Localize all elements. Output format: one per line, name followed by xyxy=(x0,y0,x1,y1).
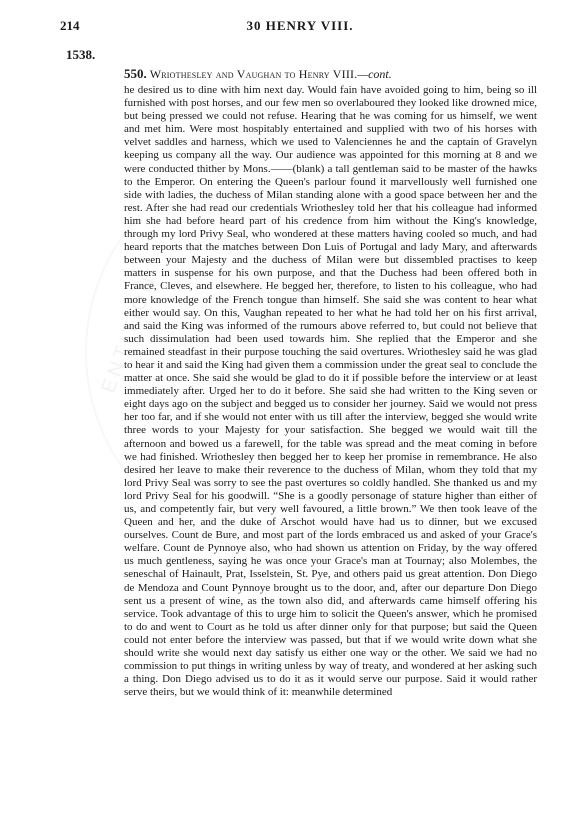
margin-year: 1538. xyxy=(66,47,96,62)
entry-continued: —cont. xyxy=(357,67,392,81)
running-head: 30 HENRY VIII. xyxy=(246,18,354,33)
entry-heading xyxy=(124,66,534,82)
body-paragraph: he desired us to dine with him next day. Would fain have avoided going to him, being so ill furnished with post horses, and our few men so overlaboured they looked like drowned mice, but being pressed we could not refuse. Hearing that he was coming for us himself, we went and met him. Were most hospitably entertained and supplied with two of his horses with velvet saddles and harness, which we used to Valenciennes he and the captain of Gravelyn keeping us company all the way. Our audience was appointed for this morning at 8 and we were conducted thither by Mons.——(blank) a tall gentleman said to be master of the hawks to the Emperor. On entering the Queen's parlour found it marvellously well furnished one side with ladies, the duchess of Milan standing alone with a good space between her and the rest. After she had read our credentials Wriothesley told her that his colleague had informed him she had before heard part of his credence from him without the King's knowledge, through my lord Privy Seal, who wondered at these matters having cooled so much, and had heard reports that the matches between Don Luis of Portugal and lady Mary, and afterwards between your Majesty and the duchess of Milan were but dissembled practises to keep matters in suspense for his own purpose, and that the Duchess had been offered both in France, Cleves, and elsewhere. He begged her, therefore, to listen to his colleague, who had more knowledge of the French tongue than himself. She said she was content to hear what either would say. On this, Vaughan repeated to her what he had told her on his first arrival, and said the King was informed of the rumours above referred to, but could not believe that such dissimulation had been used towards him. She replied that the Emperor and she remained steadfast in their purpose touching the said overtures. Wriothesley said he was glad to hear it and said the King had given them a commission under the great seal to conclude the matter at once. She said she would be glad to do it if possible before the interview or at least immediately after. Urged her to do it before. She said she had written to the King seven or eight days ago on the subject and begged us to consider her journey. Said we would not press her too far, and if she would not enter with us till after the interview, begged she would write three words to your Majesty for your satisfaction. She begged we would wait till the afternoon and bowed us a farewell, for the table was spread and the meat coming in before we had finished. Wriothesley then begged her to keep her promise in remembrance. He also desired her leave to make their reverence to the duchess of Milan, whom they told that my lord Privy Seal was sorry to see the past overtures so coldly handled. She thanked us and my lord Privy Seal for his goodwill. “She is a goodly personage of stature higher than either of us, and competently fair, but very well favoured, a little brown.” We then took leave of the Queen and her, and the duke of Arschot would have had us to dinner, but we excused ourselves. Count de Bure, and most part of the lords embraced us and asked of your Grace's welfare. Count de Pynnoye also, who had shown us attention on Friday, by the way offered us much gentleness, saying he was once your Grace's man at Tournay; also Molembes, the seneschal of Hainault, Prat, Isselstein, St. Pye, and others paid us great attention. Don Diego de Mendoza and Count Pynnoye brought us to the door, and, after our departure Don Diego sent us a present of wine, as the town also did, and afterwards came himself offering his service. Took advantage of this to urge him to solicit the Queen's answer, which he promised to do and went to Court as he told us after dinner only for that purpose; but said the Queen could not enter before the interview was passed, but that if we would write down what she should write she would next day satisfy us either one way or the other. We said we had no commission to put things in writing unless by way of treaty, and wondered at her asking such a thing. Don Diego advised us to do it as it would serve our purpose. Said it would rather serve theirs, but we would think of it: meanwhile determined xyxy=(124,84,537,699)
page-number: 214 xyxy=(60,18,80,33)
entry-number: 550. xyxy=(124,66,147,81)
entry-title: Wriothesley and Vaughan to Henry VIII. xyxy=(149,67,358,81)
page-header xyxy=(60,18,540,36)
library-watermark-seal: ENTITION LIBRARY xyxy=(85,150,489,554)
